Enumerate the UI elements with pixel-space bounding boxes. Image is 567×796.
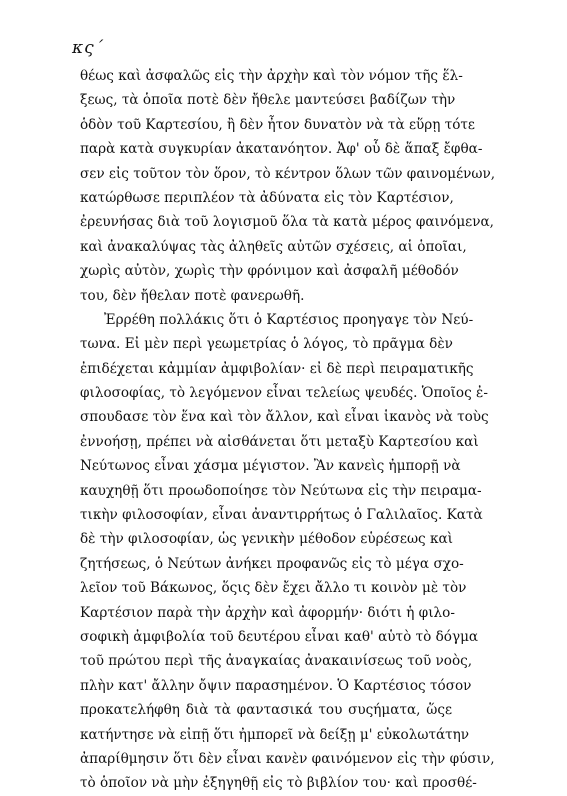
text-line: τικὴν φιλοσοφίαν, εἶναι ἀναντιρρήτως ὁ Γαλιλαῖος. Κατὰ [80, 507, 483, 524]
text-line: του, δὲν ἤθελαν ποτὲ φανερωθῆ. [80, 287, 305, 304]
text-line: σοφικὴ ἀμφιβολία τοῦ δευτέρου εἶναι καθ' αὑτὸ τὸ δόγμα [80, 628, 479, 645]
text-line: σεν εἰς τοῦτον τὸν ὅρον, τὸ κέντρον ὅλων τῶν φαινομένων, [80, 165, 496, 182]
body-text [80, 64, 496, 796]
text-line: ἀπαρίθμησιν ὅτι δὲν εἶναι κανὲν φαινόμενον εἰς τὴν φύσιν, [80, 750, 495, 767]
text-line: ζητήσεως, ὁ Νεύτων ἀνήκει προφανῶς εἰς τὸ μέγα σχο- [80, 555, 464, 572]
text-line: ἐπιδέχεται κἀμμίαν ἀμφιβολίαν· εἰ δὲ περὶ πειραματικῆς [80, 360, 474, 377]
text-line: τὸ ὁποῖον νὰ μὴν ἐξηγηθῇ εἰς τὸ βιβλίον του· καὶ προσθέ- [80, 775, 477, 792]
text-line: σπουδασε τὸν ἕνα καὶ τὸν ἄλλον, καὶ εἶναι ἱκανὸς νὰ τοὺς [80, 409, 489, 426]
text-line: τοῦ πρώτου περὶ τῆς ἀναγκαίας ἀνακαινίσεως τοῦ νοὸς, [80, 653, 473, 670]
text-line: ἐννοήσῃ, πρέπει νὰ αἰσθάνεται ὅτι μεταξὺ Καρτεσίου καὶ [80, 433, 479, 450]
text-line: τωνα. Εἰ μὲν περὶ γεωμετρίας ὁ λόγος, τὸ πρᾶγμα δὲν [80, 336, 453, 353]
text-line: φιλοσοφίας, τὸ λεγόμενον εἶναι τελείως ψευδές. Ὁποῖος ἐ- [80, 385, 488, 402]
text-line: καὶ ἀνακαλύψας τὰς ἀληθεῖς αὐτῶν σχέσεις, αἱ ὁποῖαι, [80, 238, 467, 255]
text-line: κατώρθωσε περιπλέον τὰ ἀδύνατα εἰς τὸν Καρτέσιον, [80, 189, 454, 206]
text-line: Καρτέσιον παρὰ τὴν ἀρχὴν καὶ ἀφορμήν· διότι ἡ φιλο- [80, 604, 455, 621]
text-line: προκατελήφθη διὰ τὰ φαντασικά του συςήματα, ὥςε [80, 702, 452, 719]
text-line: παρὰ κατὰ συγκυρίαν ἀκατανόητον. Ἀφ' οὗ δὲ ἅπαξ ἔφθα- [80, 141, 483, 158]
text-line: θέως καὶ ἀσφαλῶς εἰς τὴν ἀρχὴν καὶ τὸν νόμον τῆς ἕλ- [80, 68, 463, 84]
text-line: πλὴν κατ' ἄλλην ὄψιν παρασημένον. Ὁ Καρτέσιος τόσον [80, 677, 472, 694]
text-line: καυχηθῇ ὅτι προωδοποίησε τὸν Νεύτωνα εἰς τὴν πειραμα- [80, 482, 482, 499]
text-line: Ἐρρέθη πολλάκις ὅτι ὁ Καρτέσιος προηγαγε τὸν Νεύ- [104, 311, 474, 328]
text-line: χωρὶς αὐτὸν, χωρὶς τὴν φρόνιμον καὶ ἀσφαλῆ μέθοδόν [80, 263, 459, 280]
text-line: ἐρευνήσας διὰ τοῦ λογισμοῦ ὅλα τὰ κατὰ μέρος φαινόμενα, [80, 214, 494, 231]
text-line: ξεως, τὰ ὁποῖα ποτὲ δὲν ἤθελε μαντεύσει βαδίζων τὴν [80, 92, 456, 109]
text-line: Νεύτωνος εἶναι χάσμα μέγιστον. Ἂν κανεὶς ἠμπορῇ νὰ [80, 458, 461, 475]
text-line: ὁδὸν τοῦ Καρτεσίου, ἢ δὲν ἦτον δυνατὸν νὰ τὰ εὕρῃ τότε [80, 116, 475, 133]
text-line: λεῖον τοῦ Βάκωνος, ὅςις δὲν ἔχει ἄλλο τι κοινὸν μὲ τὸν [80, 580, 467, 597]
page-number: κς΄ [72, 38, 105, 58]
text-line: δὲ τὴν φιλοσοφίαν, ὡς γενικὴν μέθοδον εὑρέσεως καὶ [80, 531, 453, 548]
text-line: κατήντησε νὰ εἰπῇ ὅτι ἠμπορεῖ νὰ δείξῃ μ' εὐκολωτάτην [80, 726, 470, 743]
